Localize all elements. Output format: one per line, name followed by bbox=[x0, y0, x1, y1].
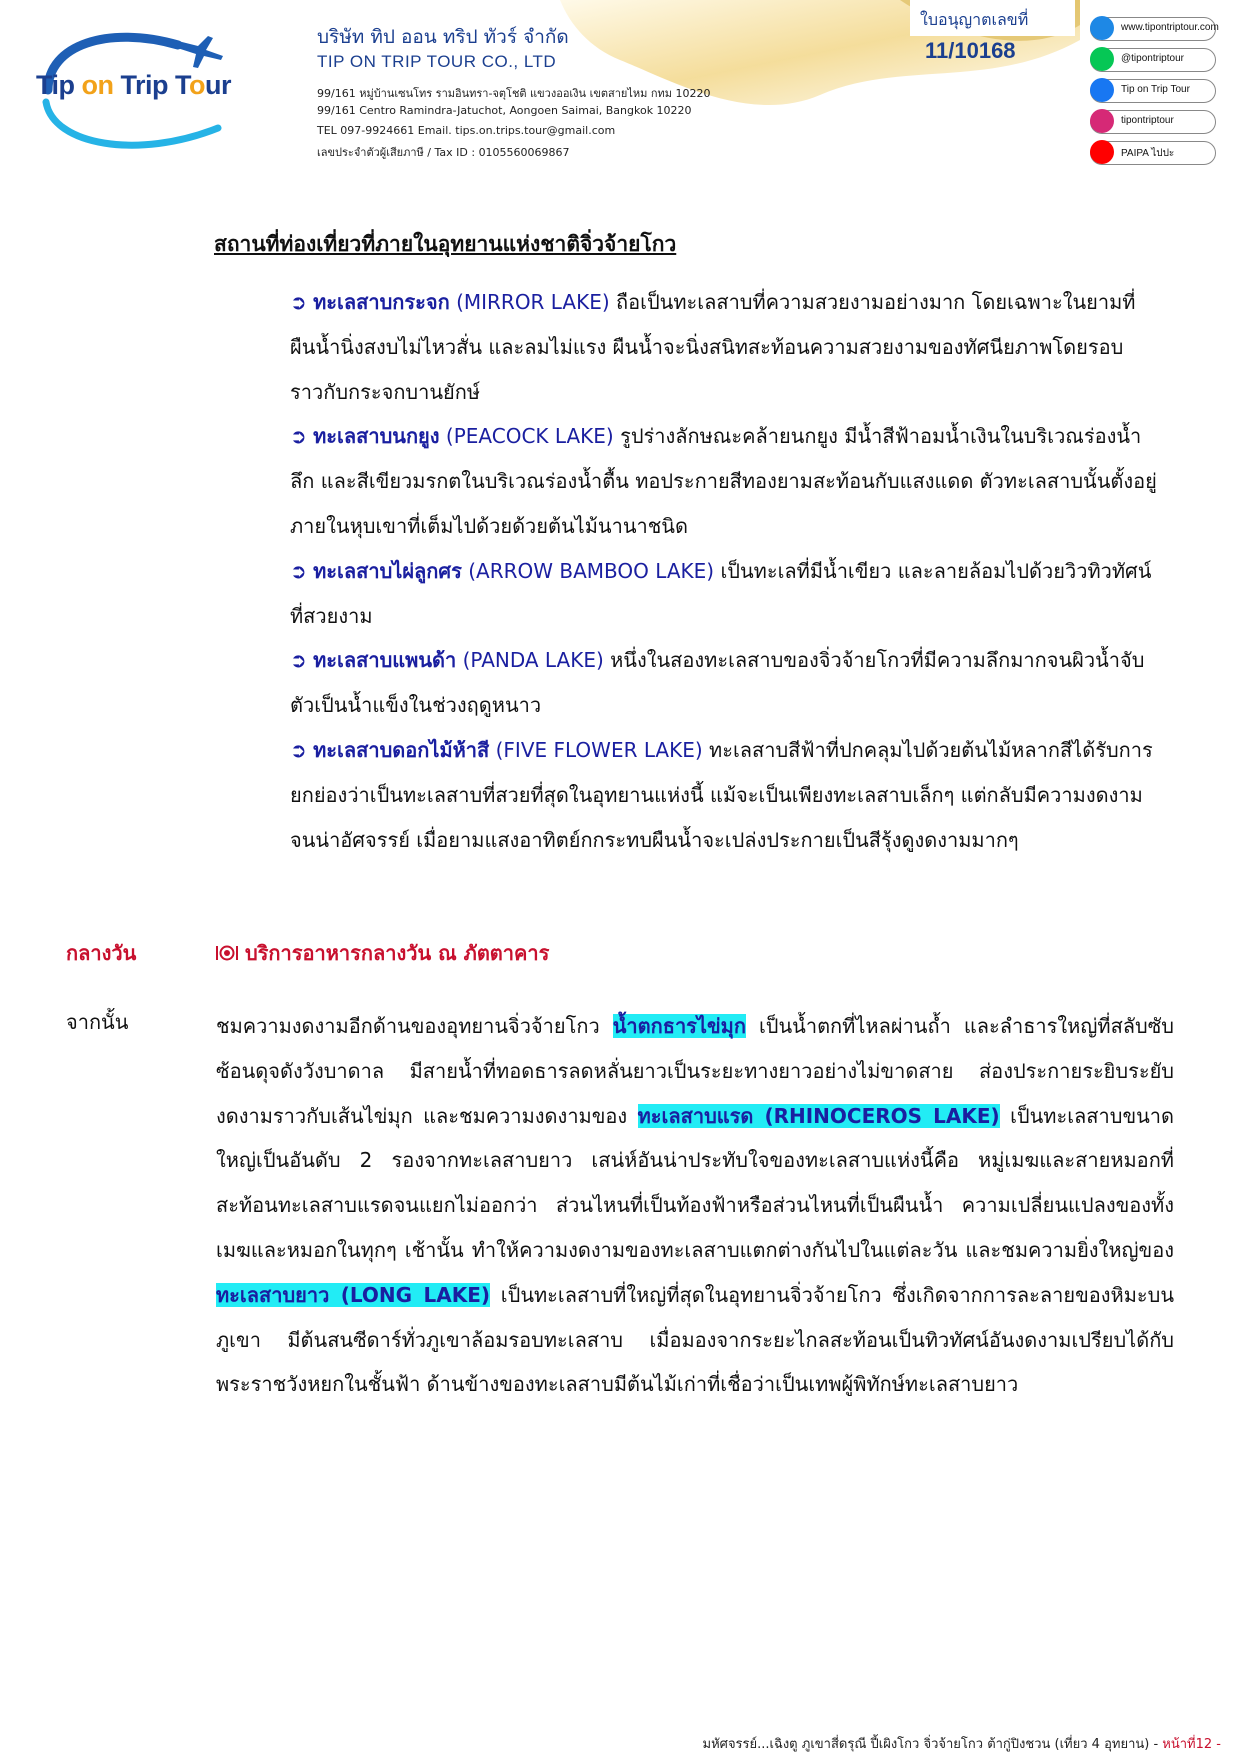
arrow-bullet-icon: ➲ bbox=[290, 648, 307, 673]
social-line-link[interactable]: @tipontriptour bbox=[1090, 48, 1216, 72]
lake-item: ➲ ทะเลสาบไผ่ลูกศร (ARROW BAMBOO LAKE) เป็นทะเลที่มีน้ำเขียว และลายล้อมไปด้วยวิวทิวทัศน์ที่สวยงาม bbox=[290, 558, 1152, 628]
address-english: 99/161 Centro Ramindra-Jatuchot, Aongoen Saimai, Bangkok 10220 bbox=[317, 104, 692, 117]
lake-item: ➲ ทะเลสาบนกยูง (PEACOCK LAKE) รูปร่างลักษณะคล้ายนกยูง มีน้ำสีฟ้าอมน้ำเงินในบริเวณร่องน้ำลึก และสีเขียวมรกตในบริเวณร่องน้ำตื้น ทอประกายสีทองยามสะท้อนกับแสงแดด ตัวทะเลสาบนั้นตั้งอยู่ภายในหุบเขาที่เต็มไปด้วยด้วยต้นไม้นานาชนิด bbox=[290, 424, 1157, 538]
tax-id: เลขประจำตัวผู้เสียภาษี / Tax ID : 0105560069867 bbox=[317, 146, 570, 159]
highlight-pearl-waterfall: น้ำตกธารไข่มุก bbox=[612, 1014, 746, 1038]
globe-icon bbox=[1090, 16, 1114, 40]
lunch-label: กลางวัน bbox=[66, 941, 137, 965]
then-label: จากนั้น bbox=[66, 1010, 129, 1034]
company-name-thai: บริษัท ทิป ออน ทริป ทัวร์ จำกัด bbox=[317, 26, 569, 48]
lake-item: ➲ ทะเลสาบแพนด้า (PANDA LAKE) หนึ่งในสองทะเลสาบของจิ่วจ้ายโกวที่มีความลึกมากจนผิวน้ำจับตัวเป็นน้ำแข็งในช่วงฤดูหนาว bbox=[290, 648, 1145, 718]
page-number: หน้าที่12 - bbox=[1162, 1737, 1221, 1752]
arrow-bullet-icon: ➲ bbox=[290, 290, 307, 314]
address-thai: 99/161 หมู่บ้านเซนโทร รามอินทรา-จตุโชติ แขวงออเงิน เขตสายไหม กทม 10220 bbox=[317, 87, 711, 100]
highlight-long-lake: ทะเลสาบยาว (LONG LAKE) bbox=[216, 1282, 490, 1307]
contact-info: TEL 097-9924661 Email. tips.on.trips.tour@gmail.com bbox=[317, 124, 616, 137]
youtube-icon bbox=[1090, 140, 1114, 164]
logo-wordmark: Tip on Trip Tour bbox=[36, 70, 232, 100]
license-number: 11/10168 bbox=[925, 38, 1016, 63]
lake-list bbox=[290, 280, 1160, 862]
page-footer: มหัศจรรย์...เฉิงตู ภูเขาสี่ดรุณี ปี้เผิงโกว จิ่วจ้ายโกว ต้ากู่ปิงชวน (เที่ยว 4 อุทยาน) - หน้าที่12 - bbox=[702, 1737, 1221, 1752]
license-label: ใบอนุญาตเลขที่ bbox=[920, 10, 1029, 29]
highlight-rhinoceros-lake: ทะเลสาบแรด (RHINOCEROS LAKE) bbox=[637, 1103, 1000, 1128]
line-icon bbox=[1090, 47, 1114, 71]
social-website-link[interactable]: www.tipontriptour.com bbox=[1090, 17, 1216, 41]
lake-item: ➲ ทะเลสาบดอกไม้ห้าสี (FIVE FLOWER LAKE) ทะเลสาบสีฟ้าที่ปกคลุมไปด้วยต้นไม้หลากสีได้รับการยกย่องว่าเป็นทะเลสาบที่สวยที่สุดในอุทยานแห่งนี้ แม้จะเป็นเพียงทะเลสาบเล็กๆ แต่กลับมีความงดงามจนน่าอัศจรรย์ เมื่อยามแสงอาทิตย์กกระทบผืนน้ำจะเปล่งประกายเป็นสีรุ้งดูงดงามมากๆ bbox=[290, 737, 1153, 852]
social-facebook-link[interactable]: Tip on Trip Tour bbox=[1090, 79, 1216, 103]
then-paragraph: ชมความงดงามอีกด้านของอุทยานจิ่วจ้ายโกว น้ำตกธารไข่มุก เป็นน้ำตกที่ไหลผ่านถ้ำ และลำธารใหญ่ที่สลับซับซ้อนดุจดังวังบาดาล มีสายน้ำที่ทอดธารลดหลั่นยาวเป็นระยะทางยาวอย่างไม่ขาดสาย ส่องประกายระยิบระยับงดงามราวกับเส้นไข่มุก และชมความงดงามของ ทะเลสาบแรด (RHINOCEROS LAKE) เป็นทะเลสาบขนาดใหญ่เป็นอันดับ 2 รองจากทะเลสาบยาว เสน่ห์อันน่าประทับใจของทะเลสาบแห่งนี้คือ หมู่เมฆและสายหมอกที่สะท้อนทะเลสาบแรดจนแยกไม่ออกว่า ส่วนไหนที่เป็นท้องฟ้าหรือส่วนไหนที่เป็นผืนน้ำ ความเปลี่ยนแปลงของทั้งเมฆและหมอกในทุกๆ เช้านั้น ทำให้ความงดงามของทะเลสาบแตกต่างกันไปในแต่ละวัน และชมความยิ่งใหญ่ของ ทะเลสาบยาว (LONG LAKE) เป็นทะเลสาบที่ใหญ่ที่สุดในอุทยานจิ่วจ้ายโกว ซึ่งเกิดจากการละลายของหิมะบนภูเขา มีต้นสนซีดาร์ทั่วภูเขาล้อมรอบทะเลสาบ เมื่อมองจากระยะไกลสะท้อนเป็นทิวทัศน์อันงดงามเปรียบได้กับพระราชวังหยกในชั้นฟ้า ด้านข้างของทะเลสาบมีต้นไม้เก่าที่เชื่อว่าเป็นเทพผู้พิทักษ์ทะเลสาบยาว bbox=[216, 1014, 1175, 1397]
lunch-text: บริการอาหารกลางวัน ณ ภัตตาคาร bbox=[216, 937, 549, 969]
social-instagram-link[interactable]: tipontriptour bbox=[1090, 110, 1216, 134]
facebook-icon bbox=[1090, 78, 1114, 102]
dining-icon bbox=[216, 944, 238, 962]
instagram-icon bbox=[1090, 109, 1114, 133]
lake-item: ➲ ทะเลสาบกระจก (MIRROR LAKE) ถือเป็นทะเลสาบที่ความสวยงามอย่างมาก โดยเฉพาะในยามที่ผืนน้ำนิ่งสงบไม่ไหวสั่น และลมไม่แรง ผืนน้ำจะนิ่งสนิทสะท้อนความสวยงามของทัศนียภาพโดยรอบราวกับกระจกบานยักษ์ bbox=[290, 290, 1136, 404]
arrow-bullet-icon: ➲ bbox=[290, 424, 307, 449]
section-title: สถานที่ท่องเที่ยวที่ภายในอุทยานแห่งชาติจิ่วจ้ายโกว bbox=[214, 232, 677, 256]
company-name-english: TIP ON TRIP TOUR CO., LTD bbox=[317, 52, 557, 71]
arrow-bullet-icon: ➲ bbox=[290, 737, 307, 762]
arrow-bullet-icon: ➲ bbox=[290, 558, 307, 583]
social-youtube-link[interactable]: PAIPA ไปปะ bbox=[1090, 141, 1216, 165]
